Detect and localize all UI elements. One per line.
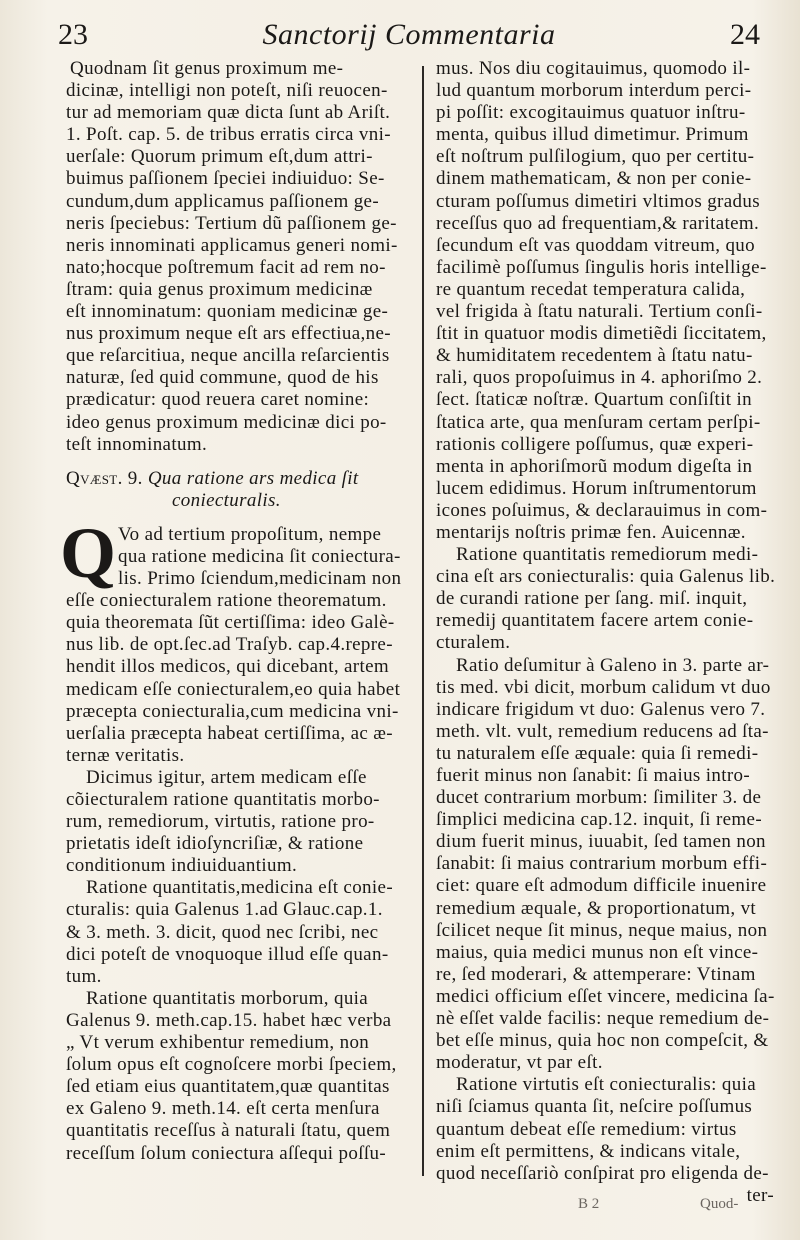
page-header: [58, 14, 760, 54]
text-line: neris ſpeciebus: Tertium dũ paſſionem ge-: [66, 212, 397, 234]
text-line: receſſum ſolum coniectura aſſequi poſſu-: [66, 1142, 387, 1164]
text-line: moderatur, vt par eſt.: [436, 1052, 603, 1074]
text-line: ex Galeno 9. meth.14. eſt certa menſura: [66, 1098, 380, 1120]
text-line: re quantum recedat temperatura calida,: [436, 278, 746, 300]
text-line: fuerit minus non ſanabit: ſi maius intro-: [436, 765, 751, 786]
text-line: ter-: [746, 1184, 774, 1206]
text-line: Ratione quantitatis remediorum medi-: [456, 544, 759, 566]
paragraph: [66, 767, 406, 877]
text-line: „ Vt verum exhibentur remedium, non: [66, 1032, 370, 1054]
text-line: vel frigida à ſtatu naturali. Tertium conſi-: [436, 301, 763, 323]
text-line: qua ratione medicina ſit coniectura-: [118, 545, 401, 567]
text-line: ſect. ſtaticæ noſtræ. Quartum conſiſtit in: [436, 389, 753, 411]
text-line: rum, remediorum, virtutis, ratione pro-: [66, 811, 375, 833]
text-line: cundum,dum applicamus paſſionem ge-: [66, 190, 380, 212]
text-line: cturalis: quia Galenus 1.ad Glauc.cap.1.: [66, 899, 383, 921]
text-line: Vo ad tertium propoſitum, nempe: [118, 523, 382, 545]
text-line: prædicatur: quod reuera caret nomine:: [66, 389, 370, 411]
text-line: ſtram: quia genus proximum medicinæ: [66, 278, 373, 300]
text-line: eſt innominatum: quoniam medicinæ ge-: [66, 301, 389, 323]
text-line: pi poſſit: excogitauimus quatuor inſtru-: [436, 102, 746, 124]
text-line: ſcilicet neque ſit minus, neque maius, non: [436, 919, 768, 941]
paragraph: [66, 877, 406, 987]
text-line: nè eſſet valde facilis: neque remedium de-: [436, 1008, 770, 1030]
question-title-cont: coniecturalis.: [172, 489, 281, 511]
text-line: quantum debeat eſſe remedium: virtus: [436, 1118, 737, 1140]
text-line: enim eſt permittens, & indicans vitale,: [436, 1140, 741, 1162]
text-line: Dicimus igitur, artem medicam eſſe: [86, 766, 367, 788]
text-line: medici officium eſſet vincere, medicina ſa-: [436, 985, 775, 1007]
text-line: & humiditatem recedentem à ſtatu natu-: [436, 345, 753, 367]
paragraph: [436, 58, 774, 544]
text-line: lud quantum morborum interdum perci-: [436, 80, 752, 102]
text-line: ciet: quare eſt admodum difficile inuenire: [436, 875, 767, 897]
text-line: meth. vlt. vult, remedium reducens ad ſta-: [436, 720, 769, 742]
text-line: tur ad memoriam quæ dicta ſunt ab Ariſt.: [66, 102, 391, 124]
text-line: Galenus 9. meth.cap.15. habet hæc verba: [66, 1009, 392, 1031]
text-line: lucem edidimus. Horum inſtrumentorum: [436, 477, 757, 499]
text-line: ſtit in quatuor modis dimetiẽdi ſiccitatem,: [436, 323, 767, 345]
text-line: uerſalia præcepta habeat certiſſima, ac æ-: [66, 722, 393, 744]
text-line: teſt innominatum.: [66, 433, 208, 455]
text-line: lis. Primo ſciendum,medicinam non: [118, 568, 402, 590]
paragraph: [66, 988, 406, 1165]
text-line: cturalem.: [436, 632, 511, 654]
text-line: nato;hocque poſtremum facit ad rem no-: [66, 256, 386, 278]
text-line: de curandi ratione per ſang. miſ. inquit,: [436, 588, 748, 610]
text-line: buimus paſſionem ſpeciei indiuiduo: Se-: [66, 168, 385, 190]
paragraph: [436, 1074, 774, 1207]
text-line: cturam poſſumus dimetiri vltimos gradus: [436, 190, 760, 212]
question-title: Qua ratione ars medica ſit: [147, 467, 359, 489]
paragraph: [436, 544, 774, 654]
text-line: nus proximum neque eſt ars effectiua,ne-: [66, 323, 391, 345]
text-line: nus lib. de opt.ſec.ad Traſyb. cap.4.repre-: [66, 634, 393, 656]
text-line: Quodnam ſit genus proximum me-: [70, 58, 344, 79]
text-line: 1. Poſt. cap. 5. de tribus erratis circa vni-: [66, 124, 391, 146]
text-line: quia theoremata ſũt certiſſima: ideo Galè-: [66, 612, 395, 634]
page-footer: [0, 1196, 800, 1226]
text-line: Ratione quantitatis,medicina eſt conie-: [86, 877, 393, 899]
text-line: ideo genus proximum medicinæ dici po-: [66, 411, 387, 433]
text-line: menta in aphoriſmorũ modum digeſta in: [436, 455, 753, 477]
catchword: Quod-: [700, 1196, 739, 1212]
text-line: conditionum indiuiduantium.: [66, 855, 298, 877]
text-line: ſimplici medicina cap.12. inquit, ſi reme-: [436, 809, 763, 831]
text-line: que reſarcitiua, neque ancilla reſarcientis: [66, 345, 390, 367]
spacer: [66, 512, 406, 524]
text-line: menta, quibus illud dimetimur. Primum: [436, 124, 749, 146]
text-line: indicare frigidum vt duo: Galenus vero 7.: [436, 698, 766, 720]
text-line: remedij quantitatem facere artem conie-: [436, 610, 754, 632]
text-line: præcepta coniecturalia,cum medicina vni-: [66, 700, 399, 722]
text-line: rali, quos propoſuimus in 4. aphoriſmo 2.: [436, 367, 763, 389]
text-line: Ratione virtutis eſt coniecturalis: quia: [456, 1074, 756, 1096]
text-line: uerſale: Quorum primum eſt,dum attri-: [66, 146, 373, 168]
text-line: quantitatis receſſus à naturali ſtatu, quem: [66, 1120, 391, 1142]
running-title: Sanctorij Commentaria: [262, 18, 556, 51]
right-column: [436, 58, 774, 1207]
text-line: ſed etiam eius quantitatem,quæ quantitas: [66, 1076, 390, 1098]
text-line: facilimè poſſumus ſingulis horis intellige-: [436, 256, 767, 278]
text-line: re, ſed moderari, & attemperare: Vtinam: [436, 963, 756, 985]
text-line: ſecundum eſt vas quoddam vitreum, quo: [436, 234, 755, 256]
text-line: niſi ſciamus quanta ſit, neſcire poſſumus: [436, 1096, 753, 1118]
text-line: mentarijs noſtris primæ fen. Auicennæ.: [436, 521, 746, 543]
text-line: receſſus quo ad frequentiam,& raritatem.: [436, 212, 760, 234]
text-line: dinem mathematicam, & non per conie-: [436, 168, 752, 190]
signature-mark: B 2: [578, 1196, 600, 1212]
text-line: dium fuerit minus, iuuabit, ſed tamen non: [436, 831, 766, 853]
left-column: [60, 58, 406, 1165]
text-line: neris innominati applicamus generi nomi-: [66, 234, 398, 256]
text-line: & 3. meth. 3. dicit, quod nec ſcribi, nec: [66, 921, 379, 943]
text-line: dicinæ, intelligi non poteſt, niſi reuocen-: [66, 80, 388, 102]
text-line: ſanabit: ſi maius contrarium morbum effi-: [436, 853, 768, 875]
text-line: eſt noſtrum pulſilogium, quo per certitu-: [436, 146, 755, 168]
paragraph: [436, 655, 774, 1075]
text-line: ſolum opus eſt cognoſcere morbi ſpeciem,: [66, 1054, 397, 1076]
question-heading: [66, 468, 406, 490]
text-line: ducet contrarium morbum: ſimiliter 3. de: [436, 787, 762, 809]
text-line: ſtatica arte, qua menſuram certam perſpi-: [436, 411, 761, 433]
text-line: bet eſſe minus, quia hoc non compeſcit, &: [436, 1030, 769, 1052]
text-line: cina eſt ars coniecturalis: quia Galenus lib.: [436, 566, 776, 588]
column-rule: [422, 66, 424, 1176]
text-line: icones poſuimus, & declarauimus in com-: [436, 499, 768, 521]
text-line: mus. Nos diu cogitauimus, quomodo il-: [436, 58, 751, 79]
text-line: Ratione quantitatis morborum, quia: [86, 987, 369, 1009]
text-line: tu naturalem eſſe æquale: quia ſi remedi-: [436, 742, 759, 764]
page-number-left: 23: [58, 18, 88, 51]
opening-paragraph: [60, 512, 406, 767]
text-line: maius, quia medici munus non eſt vince-: [436, 941, 759, 963]
text-line: medicam eſſe coniecturalem,eo quia habet: [66, 678, 401, 700]
text-line: eſſe coniecturalem ratione theorematum.: [66, 590, 387, 612]
text-line: hendit illos medicos, qui dicebant, artem: [66, 656, 390, 678]
paragraph: [66, 58, 406, 456]
text-line: prietatis ideſt idioſyncriſiæ, & ratione: [66, 833, 364, 855]
text-line: tum.: [66, 965, 102, 987]
text-line: rationis colligere poſſumus, quæ experi-: [436, 433, 754, 455]
page-number-right: 24: [730, 18, 760, 51]
text-line: naturæ, ſed quid commune, quod de his: [66, 367, 379, 389]
drop-capital: Q: [60, 512, 117, 593]
text-line: ternæ veritatis.: [66, 744, 185, 766]
text-line: tis med. vbi dicit, morbum calidum vt duo: [436, 676, 771, 698]
text-line: quod neceſſariò conſpirat pro eligenda de-: [436, 1162, 769, 1184]
paragraph: [66, 524, 406, 767]
question-label: Qvæst. 9.: [66, 467, 143, 489]
spacer: [66, 456, 406, 468]
text-line: remedium æquale, & proportionatum, vt: [436, 897, 757, 919]
text-line: dici poteſt de vnoquoque illud eſſe quan-: [66, 943, 389, 965]
text-line: Ratio deſumitur à Galeno in 3. parte ar-: [456, 654, 770, 676]
text-line: cõiecturalem ratione quantitatis morbo-: [66, 789, 380, 810]
